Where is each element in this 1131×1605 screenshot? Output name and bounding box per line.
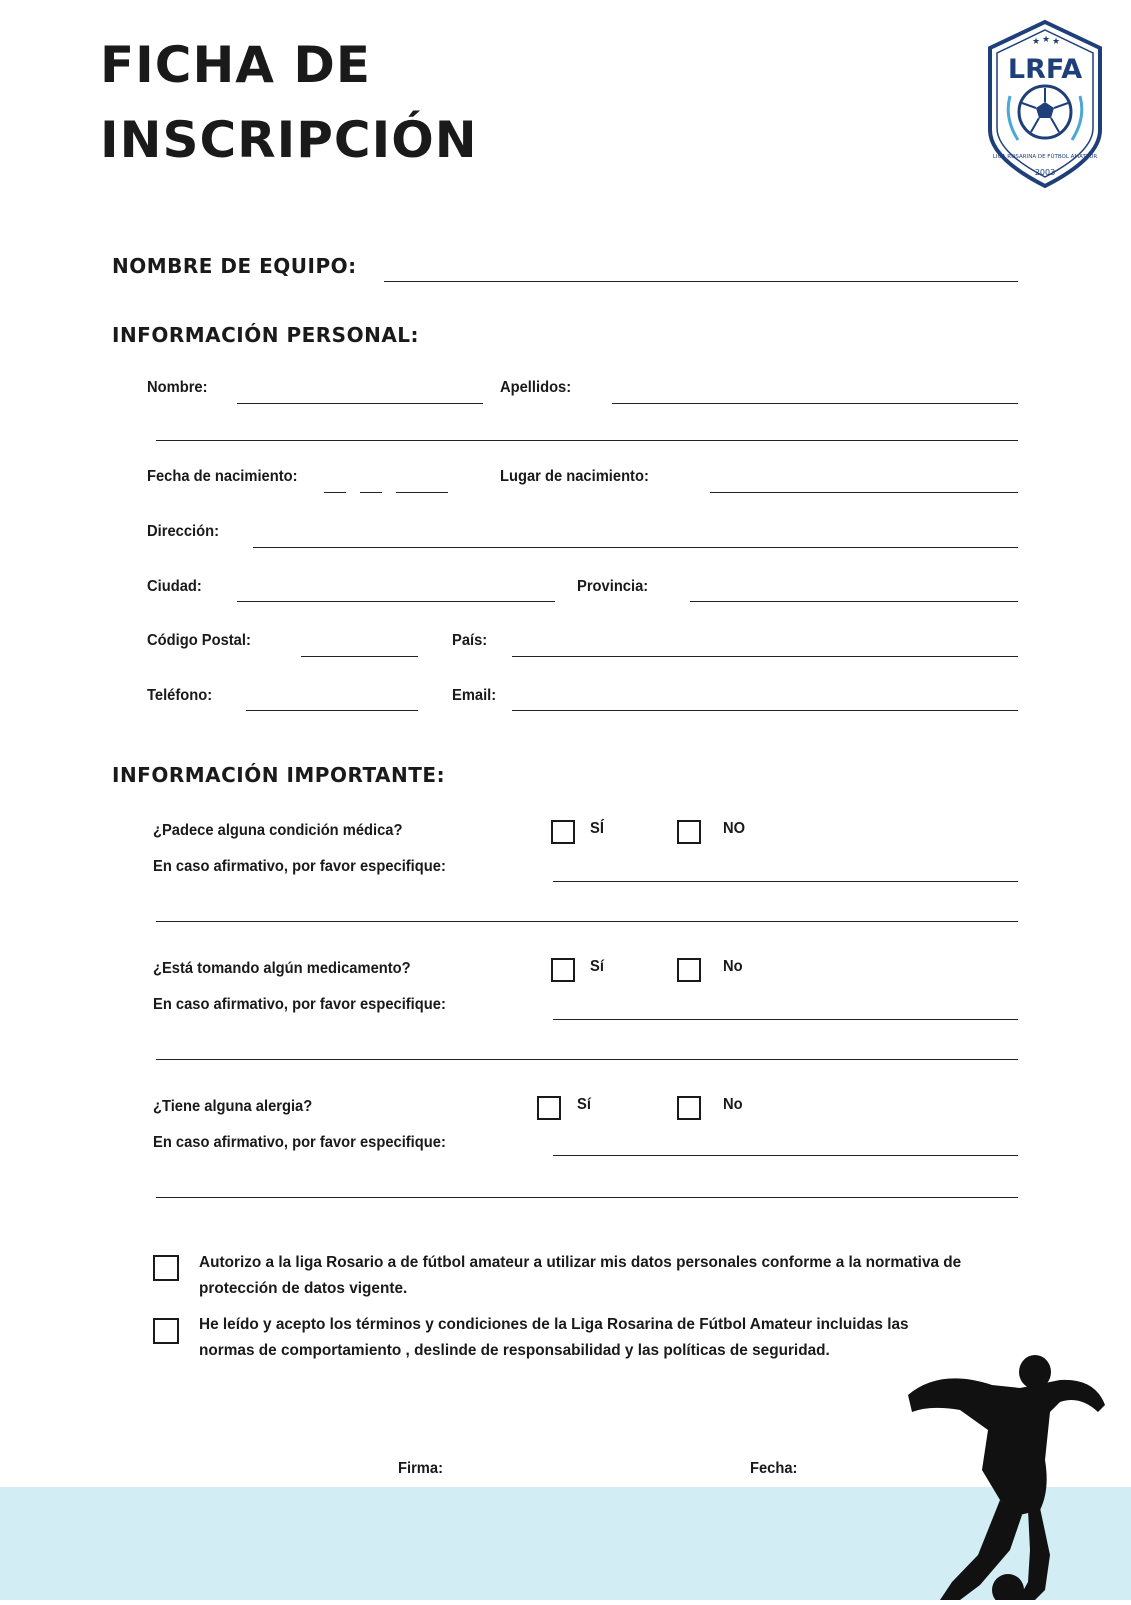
fecha-nacimiento-label: Fecha de nacimiento:: [147, 468, 298, 485]
fecha-label: Fecha:: [750, 1460, 798, 1477]
ciudad-label: Ciudad:: [147, 578, 202, 595]
logo-subtitle: LIGA ROSARINA DE FÚTBOL AMATEUR: [992, 154, 1098, 160]
provincia-label: Provincia:: [577, 578, 649, 595]
question-medication: ¿Está tomando algún medicamento?: [153, 960, 411, 977]
email-field[interactable]: [512, 710, 1018, 711]
logo-text: LRFA: [1007, 54, 1083, 85]
apellidos-field-continued[interactable]: [156, 440, 1018, 441]
birth-day-field[interactable]: [324, 492, 346, 493]
birth-year-field[interactable]: [396, 492, 448, 493]
team-name-label: NOMBRE DE EQUIPO:: [112, 254, 357, 278]
codigo-postal-label: Código Postal:: [147, 632, 251, 649]
terms-text: He leído y acepto los términos y condiciones de la Liga Rosarina de Fútbol Amateur incluidas las normas de comportamiento , deslinde de responsabilidad y las políticas de seguridad.: [199, 1316, 909, 1359]
question-medical-condition: ¿Padece alguna condición médica?: [153, 822, 403, 839]
medical-condition-specify-label: En caso afirmativo, por favor especifique:: [153, 858, 446, 875]
telefono-label: Teléfono:: [147, 687, 213, 704]
medical-condition-specify-field-continued[interactable]: [156, 921, 1018, 922]
svg-text:★: ★: [1042, 34, 1051, 44]
direccion-field[interactable]: [253, 547, 1018, 548]
lugar-nacimiento-field[interactable]: [710, 492, 1018, 493]
allergy-specify-field-continued[interactable]: [156, 1197, 1018, 1198]
direccion-label: Dirección:: [147, 523, 219, 540]
nombre-field[interactable]: [237, 403, 483, 404]
telefono-field[interactable]: [246, 710, 418, 711]
svg-text:★: ★: [1032, 36, 1041, 46]
allergy-specify-label: En caso afirmativo, por favor especifique:: [153, 1134, 446, 1151]
allergy-specify-field[interactable]: [553, 1155, 1018, 1156]
provincia-field[interactable]: [690, 601, 1018, 602]
email-label: Email:: [452, 687, 497, 704]
form-title-line2: INSCRIPCIÓN: [100, 111, 478, 169]
medical-condition-no-label: NO: [723, 820, 746, 837]
league-logo: [982, 18, 1108, 190]
data-authorization-text: Autorizo a la liga Rosario a de fútbol amateur a utilizar mis datos personales conforme a la normativa de protección de datos vigente.: [199, 1254, 962, 1297]
logo-year: 2003: [1034, 168, 1056, 177]
data-authorization-checkbox[interactable]: [153, 1255, 179, 1281]
medical-condition-no-checkbox[interactable]: [677, 820, 701, 844]
important-info-heading: INFORMACIÓN IMPORTANTE:: [112, 763, 446, 787]
medication-specify-label: En caso afirmativo, por favor especifique:: [153, 996, 446, 1013]
birth-month-field[interactable]: [360, 492, 382, 493]
medical-condition-specify-field[interactable]: [553, 881, 1018, 882]
medication-specify-field[interactable]: [553, 1019, 1018, 1020]
team-name-field[interactable]: [384, 281, 1018, 282]
medication-no-checkbox[interactable]: [677, 958, 701, 982]
nombre-label: Nombre:: [147, 379, 208, 396]
lugar-nacimiento-label: Lugar de nacimiento:: [500, 468, 649, 485]
svg-text:★: ★: [1052, 36, 1061, 46]
medical-condition-yes-label: SÍ: [590, 820, 604, 837]
form-title-line1: FICHA DE: [100, 36, 372, 94]
question-allergy: ¿Tiene alguna alergia?: [153, 1098, 313, 1115]
soccer-player-silhouette: [900, 1350, 1110, 1600]
allergy-yes-label: Sí: [577, 1096, 591, 1113]
allergy-no-checkbox[interactable]: [677, 1096, 701, 1120]
medication-yes-checkbox[interactable]: [551, 958, 575, 982]
medication-specify-field-continued[interactable]: [156, 1059, 1018, 1060]
medical-condition-yes-checkbox[interactable]: [551, 820, 575, 844]
apellidos-field[interactable]: [612, 403, 1018, 404]
terms-checkbox[interactable]: [153, 1318, 179, 1344]
codigo-postal-field[interactable]: [301, 656, 418, 657]
apellidos-label: Apellidos:: [500, 379, 572, 396]
pais-field[interactable]: [512, 656, 1018, 657]
medication-no-label: No: [723, 958, 743, 975]
medication-yes-label: Sí: [590, 958, 604, 975]
ciudad-field[interactable]: [237, 601, 555, 602]
personal-info-heading: INFORMACIÓN PERSONAL:: [112, 323, 420, 347]
allergy-no-label: No: [723, 1096, 743, 1113]
pais-label: País:: [452, 632, 488, 649]
allergy-yes-checkbox[interactable]: [537, 1096, 561, 1120]
firma-label: Firma:: [398, 1460, 443, 1477]
